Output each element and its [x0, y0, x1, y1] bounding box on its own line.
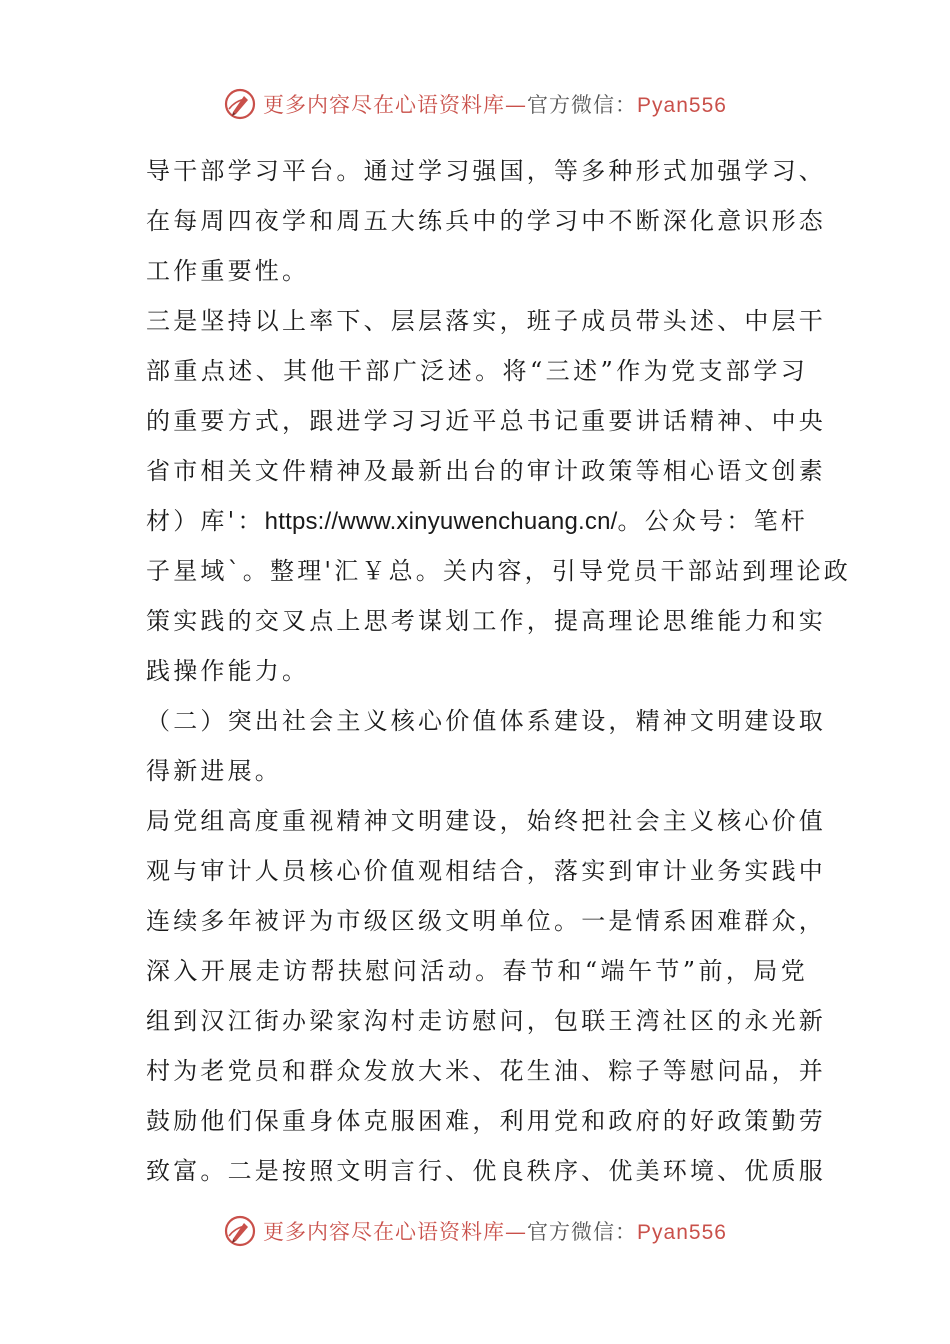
text-line: 局党组高度重视精神文明建设，始终把社会主义核心价值 — [146, 807, 826, 835]
footer-banner — [0, 1209, 950, 1253]
text-line: 三是坚持以上率下、层层落实，班子成员带头述、中层干 — [146, 307, 826, 335]
text-line: 部重点述、其他干部广泛述。将“三述”作为党支部学习 — [146, 357, 808, 385]
text-line: 的重要方式，跟进学习习近平总书记重要讲话精神、中央 — [146, 407, 826, 435]
text-line: 致富。二是按照文明言行、优良秩序、优美环境、优质服 — [146, 1157, 826, 1185]
header-site-text: 更多内容尽在心语资料库 — [263, 93, 506, 117]
body-text — [146, 146, 851, 1196]
text-fragment: 。公众号：笔杆 — [617, 507, 808, 535]
header-handle: Pyan556 — [637, 94, 727, 117]
text-line: 连续多年被评为市级区级文明单位。一是情系困难群众， — [146, 907, 826, 935]
footer-separator: — — [505, 1220, 528, 1244]
header-official-text: 官方微信： — [527, 93, 638, 117]
text-line-with-url — [146, 496, 808, 546]
header-banner — [0, 82, 950, 126]
website-url: https://www.xinyuwenchuang.cn/ — [264, 508, 618, 535]
text-line: 省市相关文件精神及最新出台的审计政策等相心语文创素 — [146, 457, 826, 485]
pen-nib-logo-icon — [223, 1214, 257, 1248]
header-banner-text — [263, 89, 727, 119]
footer-banner-text — [263, 1216, 727, 1246]
header-separator: — — [505, 93, 528, 117]
text-line: 深入开展走访帮扶慰问活动。春节和“端午节”前，局党 — [146, 957, 808, 985]
section-heading-line: （二）突出社会主义核心价值体系建设，精神文明建设取 — [146, 707, 826, 735]
pen-nib-logo-icon — [223, 87, 257, 121]
text-line: 鼓励他们保重身体克服困难，利用党和政府的好政策勤劳 — [146, 1107, 826, 1135]
footer-handle: Pyan556 — [637, 1221, 727, 1244]
text-line: 组到汉江街办梁家沟村走访慰问，包联王湾社区的永光新 — [146, 1007, 826, 1035]
text-line: 工作重要性。 — [146, 257, 310, 285]
text-fragment: 材）库'： — [146, 507, 265, 535]
text-line: 践操作能力。 — [146, 657, 310, 685]
text-line: 导干部学习平台。通过学习强国，等多种形式加强学习、 — [146, 157, 826, 185]
text-line: 策实践的交叉点上思考谋划工作，提高理论思维能力和实 — [146, 607, 826, 635]
text-line: 子星域`。整理'汇￥总。关内容，引导党员干部站到理论政 — [146, 557, 851, 585]
footer-official-text: 官方微信： — [527, 1220, 638, 1244]
footer-site-text: 更多内容尽在心语资料库 — [263, 1220, 506, 1244]
text-line: 村为老党员和群众发放大米、花生油、粽子等慰问品，并 — [146, 1057, 826, 1085]
text-line: 在每周四夜学和周五大练兵中的学习中不断深化意识形态 — [146, 207, 826, 235]
section-heading-line: 得新进展。 — [146, 757, 282, 785]
text-line: 观与审计人员核心价值观相结合，落实到审计业务实践中 — [146, 857, 826, 885]
